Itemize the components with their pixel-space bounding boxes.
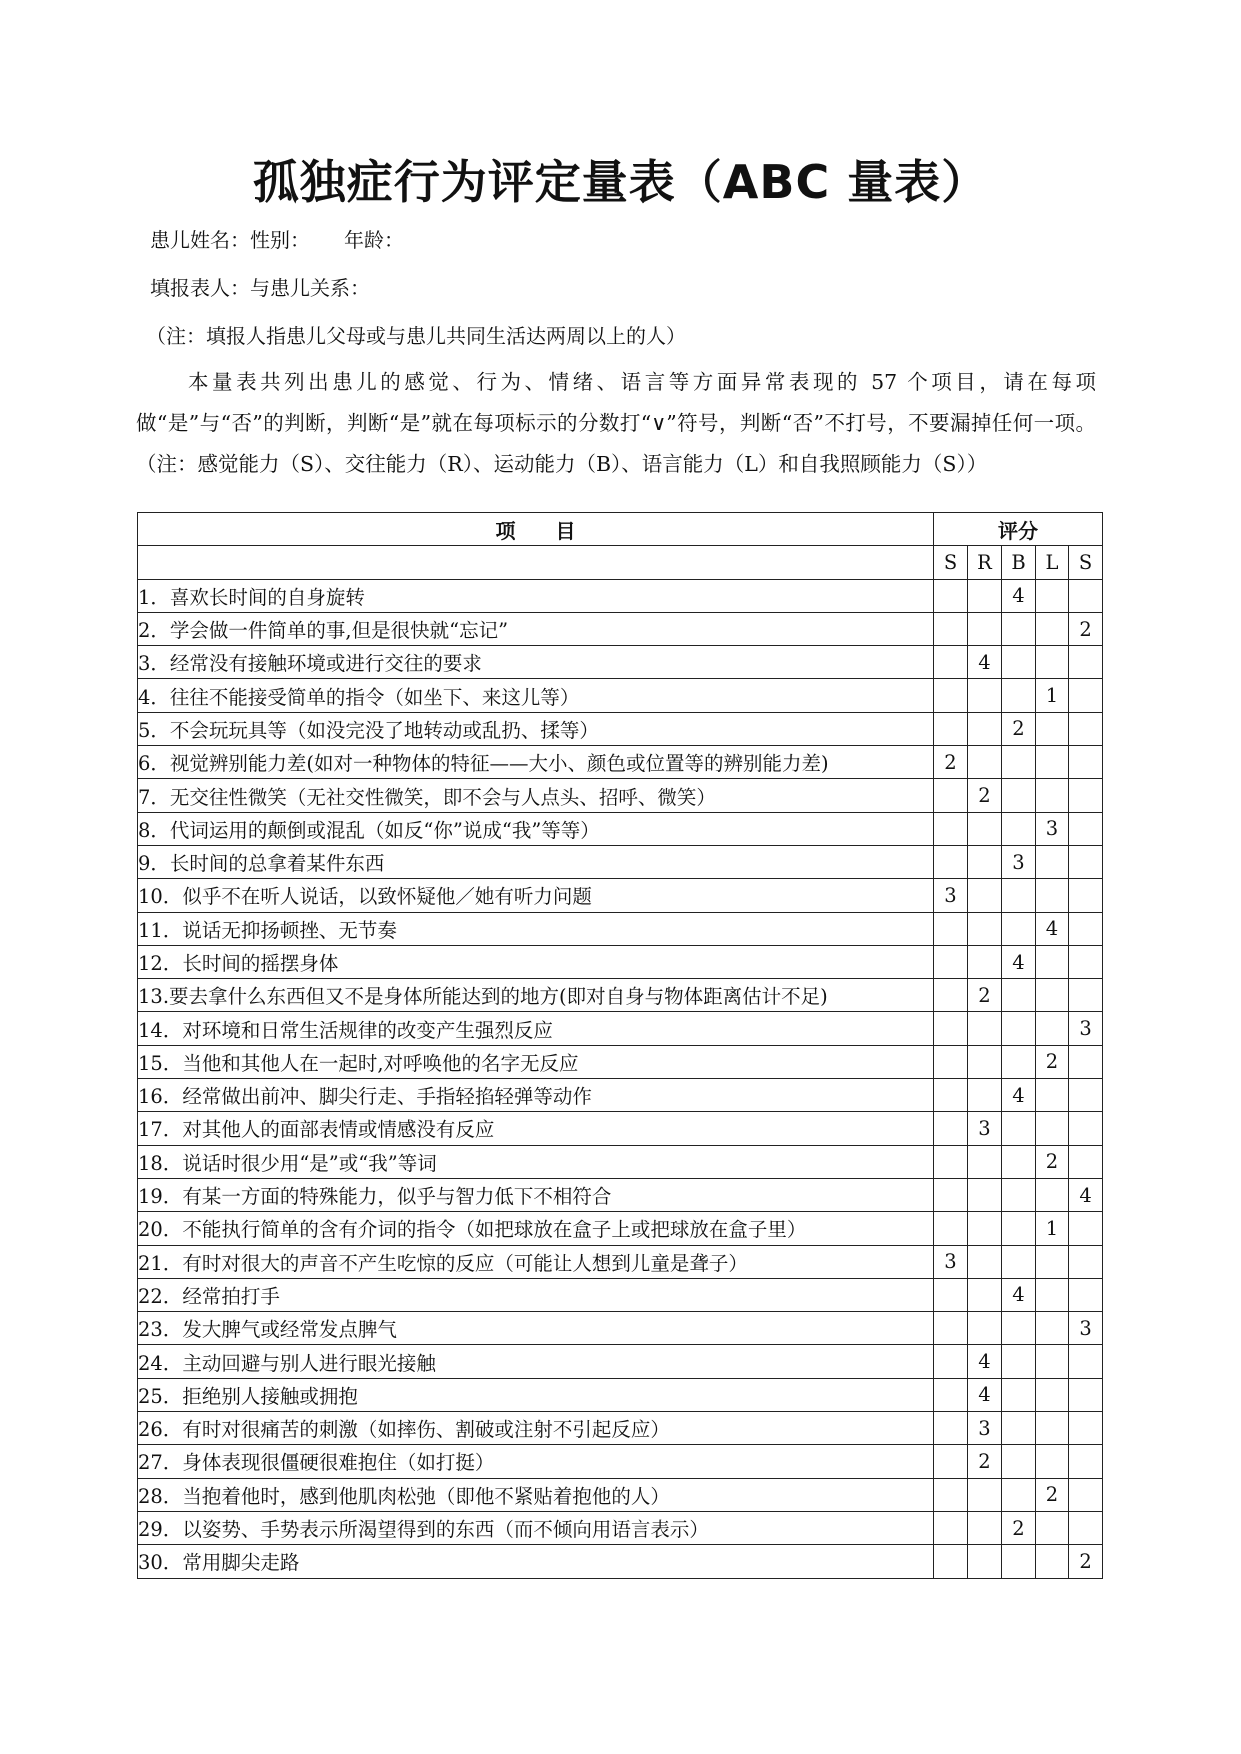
score-cell[interactable] bbox=[1069, 1079, 1103, 1112]
score-cell[interactable]: 2 bbox=[968, 979, 1002, 1012]
item-text: 2．学会做一件简单的事,但是很快就“忘记” bbox=[138, 612, 934, 645]
score-cell[interactable] bbox=[1002, 1045, 1036, 1078]
table-row bbox=[138, 1312, 1103, 1345]
score-cell[interactable] bbox=[1069, 1212, 1103, 1245]
score-cell[interactable]: 3 bbox=[934, 879, 968, 912]
table-row bbox=[138, 1511, 1103, 1544]
score-cell[interactable] bbox=[968, 1545, 1002, 1578]
score-cell[interactable] bbox=[968, 1212, 1002, 1245]
table-row bbox=[138, 1378, 1103, 1411]
score-cell[interactable] bbox=[934, 1278, 968, 1311]
score-cell[interactable] bbox=[968, 1511, 1002, 1544]
score-cell[interactable]: 4 bbox=[1002, 1278, 1036, 1311]
table-row bbox=[138, 1478, 1103, 1511]
score-cell[interactable] bbox=[968, 879, 1002, 912]
score-cell[interactable] bbox=[1002, 679, 1036, 712]
score-cell[interactable] bbox=[934, 779, 968, 812]
score-cell[interactable] bbox=[1002, 1478, 1036, 1511]
score-cell[interactable] bbox=[934, 579, 968, 612]
item-text: 8．代词运用的颠倒或混乱（如反“你”说成“我”等等） bbox=[138, 812, 934, 845]
score-cell[interactable] bbox=[934, 845, 968, 878]
score-cell[interactable]: 4 bbox=[968, 646, 1002, 679]
table-row bbox=[138, 1345, 1103, 1378]
table-row bbox=[138, 1012, 1103, 1045]
table-row bbox=[138, 879, 1103, 912]
child-name-label: 患儿姓名： bbox=[150, 228, 250, 252]
score-cell[interactable] bbox=[968, 1012, 1002, 1045]
score-cell[interactable] bbox=[1002, 1212, 1036, 1245]
score-cell[interactable]: 2 bbox=[1002, 1511, 1036, 1544]
item-text: 12．长时间的摇摆身体 bbox=[138, 945, 934, 978]
score-cell[interactable] bbox=[934, 945, 968, 978]
score-cell[interactable] bbox=[1069, 912, 1103, 945]
score-cell[interactable] bbox=[968, 1145, 1002, 1178]
score-cell[interactable] bbox=[968, 1079, 1002, 1112]
score-cell[interactable] bbox=[1002, 912, 1036, 945]
item-text: 22．经常拍打手 bbox=[138, 1278, 934, 1311]
item-text: 20．不能执行简单的含有介词的指令（如把球放在盒子上或把球放在盒子里） bbox=[138, 1212, 934, 1245]
column-l-language: L bbox=[1036, 546, 1069, 579]
score-cell[interactable] bbox=[1069, 1045, 1103, 1078]
score-cell[interactable] bbox=[968, 1245, 1002, 1278]
score-cell[interactable] bbox=[1036, 1511, 1069, 1544]
score-cell[interactable] bbox=[968, 912, 1002, 945]
table-row bbox=[138, 812, 1103, 845]
score-cell[interactable] bbox=[934, 1112, 968, 1145]
table-row bbox=[138, 1245, 1103, 1278]
item-text: 27．身体表现很僵硬很难抱住（如打挺） bbox=[138, 1445, 934, 1478]
score-cell[interactable] bbox=[1002, 1345, 1036, 1378]
item-text: 21．有时对很大的声音不产生吃惊的反应（可能让人想到儿童是聋子） bbox=[138, 1245, 934, 1278]
score-cell[interactable] bbox=[934, 1478, 968, 1511]
item-text: 25．拒绝别人接触或拥抱 bbox=[138, 1378, 934, 1411]
score-cell[interactable] bbox=[934, 912, 968, 945]
table-row bbox=[138, 1278, 1103, 1311]
score-cell[interactable] bbox=[934, 679, 968, 712]
score-cell[interactable] bbox=[1069, 1112, 1103, 1145]
score-cell[interactable] bbox=[1036, 712, 1069, 745]
filler-label: 填报表人： bbox=[150, 276, 250, 300]
score-cell[interactable]: 1 bbox=[1036, 1212, 1069, 1245]
score-cell[interactable] bbox=[1036, 1412, 1069, 1445]
score-cell[interactable] bbox=[1036, 1345, 1069, 1378]
score-cell[interactable] bbox=[1036, 1545, 1069, 1578]
score-cell[interactable]: 2 bbox=[968, 779, 1002, 812]
score-cell[interactable] bbox=[1002, 1545, 1036, 1578]
table-row bbox=[138, 945, 1103, 978]
score-cell[interactable] bbox=[1069, 1412, 1103, 1445]
item-text: 3．经常没有接触环境或进行交往的要求 bbox=[138, 646, 934, 679]
score-cell[interactable] bbox=[1036, 845, 1069, 878]
score-cell[interactable] bbox=[1069, 1511, 1103, 1544]
score-cell[interactable] bbox=[934, 1378, 968, 1411]
score-cell[interactable] bbox=[934, 646, 968, 679]
score-cell[interactable] bbox=[1036, 779, 1069, 812]
score-cell[interactable] bbox=[968, 845, 1002, 878]
score-cell[interactable] bbox=[934, 712, 968, 745]
score-cell[interactable] bbox=[1036, 1245, 1069, 1278]
score-cell[interactable] bbox=[1036, 646, 1069, 679]
score-cell[interactable] bbox=[968, 1045, 1002, 1078]
item-text: 19．有某一方面的特殊能力，似乎与智力低下不相符合 bbox=[138, 1178, 934, 1211]
score-table bbox=[137, 512, 1103, 1579]
score-cell[interactable]: 3 bbox=[968, 1412, 1002, 1445]
table-body bbox=[138, 579, 1103, 1578]
score-cell[interactable] bbox=[968, 812, 1002, 845]
table-row bbox=[138, 646, 1103, 679]
child-info-line bbox=[150, 226, 404, 254]
column-r-social: R bbox=[968, 546, 1002, 579]
table-row bbox=[138, 1178, 1103, 1211]
item-text: 24．主动回避与别人进行眼光接触 bbox=[138, 1345, 934, 1378]
score-cell[interactable] bbox=[1002, 1412, 1036, 1445]
sex-label: 性别： bbox=[250, 228, 310, 252]
score-cell[interactable] bbox=[1002, 1112, 1036, 1145]
score-cell[interactable] bbox=[934, 612, 968, 645]
item-text: 9．长时间的总拿着某件东西 bbox=[138, 845, 934, 878]
score-cell[interactable] bbox=[1069, 1245, 1103, 1278]
score-cell[interactable]: 2 bbox=[1036, 1045, 1069, 1078]
score-cell[interactable] bbox=[934, 812, 968, 845]
score-cell[interactable] bbox=[968, 679, 1002, 712]
table-row bbox=[138, 679, 1103, 712]
score-cell[interactable]: 3 bbox=[1069, 1012, 1103, 1045]
score-cell[interactable]: 4 bbox=[1036, 912, 1069, 945]
item-text: 28．当抱着他时，感到他肌肉松弛（即他不紧贴着抱他的人） bbox=[138, 1478, 934, 1511]
score-cell[interactable]: 2 bbox=[1036, 1478, 1069, 1511]
score-cell[interactable] bbox=[1002, 812, 1036, 845]
item-text: 10．似乎不在听人说话，以致怀疑他／她有听力问题 bbox=[138, 879, 934, 912]
score-cell[interactable] bbox=[1069, 579, 1103, 612]
score-cell[interactable] bbox=[1002, 1012, 1036, 1045]
score-cell[interactable] bbox=[1036, 746, 1069, 779]
score-cell[interactable] bbox=[968, 1278, 1002, 1311]
table-row bbox=[138, 1045, 1103, 1078]
item-text: 7．无交往性微笑（无社交性微笑，即不会与人点头、招呼、微笑） bbox=[138, 779, 934, 812]
table-row bbox=[138, 1145, 1103, 1178]
score-cell[interactable] bbox=[1002, 1378, 1036, 1411]
item-text: 29．以姿势、手势表示所渴望得到的东西（而不倾向用语言表示） bbox=[138, 1511, 934, 1544]
score-cell[interactable] bbox=[934, 1212, 968, 1245]
score-cell[interactable] bbox=[1036, 579, 1069, 612]
score-cell[interactable] bbox=[1036, 1178, 1069, 1211]
score-cell[interactable] bbox=[934, 979, 968, 1012]
score-cell[interactable]: 3 bbox=[1069, 1312, 1103, 1345]
item-text: 26．有时对很痛苦的刺激（如摔伤、割破或注射不引起反应） bbox=[138, 1412, 934, 1445]
score-cell[interactable] bbox=[1036, 979, 1069, 1012]
score-cell[interactable] bbox=[1069, 746, 1103, 779]
table-row bbox=[138, 1212, 1103, 1245]
score-cell[interactable] bbox=[1036, 945, 1069, 978]
score-cell[interactable] bbox=[934, 1145, 968, 1178]
table-row bbox=[138, 1445, 1103, 1478]
score-cell[interactable] bbox=[1069, 1345, 1103, 1378]
score-cell[interactable] bbox=[1069, 712, 1103, 745]
table-row bbox=[138, 746, 1103, 779]
score-cell[interactable] bbox=[968, 1478, 1002, 1511]
score-cell[interactable]: 4 bbox=[1002, 945, 1036, 978]
score-cell[interactable]: 4 bbox=[1002, 579, 1036, 612]
column-s-sensory: S bbox=[934, 546, 968, 579]
score-cell[interactable]: 4 bbox=[968, 1378, 1002, 1411]
score-cell[interactable] bbox=[1069, 879, 1103, 912]
item-text: 18．说话时很少用“是”或“我”等词 bbox=[138, 1145, 934, 1178]
score-cell[interactable] bbox=[934, 1079, 968, 1112]
table-row bbox=[138, 979, 1103, 1012]
item-text: 11．说话无抑扬顿挫、无节奏 bbox=[138, 912, 934, 945]
score-cell[interactable]: 3 bbox=[1036, 812, 1069, 845]
table-row bbox=[138, 1545, 1103, 1578]
table-row bbox=[138, 612, 1103, 645]
score-cell[interactable] bbox=[1069, 1278, 1103, 1311]
score-cell[interactable] bbox=[1002, 1445, 1036, 1478]
column-b-motor: B bbox=[1002, 546, 1036, 579]
score-cell[interactable] bbox=[1036, 1445, 1069, 1478]
score-cell[interactable]: 2 bbox=[1069, 1545, 1103, 1578]
item-text: 23．发大脾气或经常发点脾气 bbox=[138, 1312, 934, 1345]
score-cell[interactable] bbox=[1069, 812, 1103, 845]
table-row bbox=[138, 1079, 1103, 1112]
score-cell[interactable] bbox=[968, 746, 1002, 779]
score-cell[interactable] bbox=[968, 1312, 1002, 1345]
table-row bbox=[138, 1412, 1103, 1445]
score-cell[interactable] bbox=[934, 1345, 968, 1378]
filler-note: （注：填报人指患儿父母或与患儿共同生活达两周以上的人） bbox=[146, 324, 686, 348]
item-text: 15．当他和其他人在一起时,对呼唤他的名字无反应 bbox=[138, 1045, 934, 1078]
score-cell[interactable] bbox=[1002, 879, 1036, 912]
score-cell[interactable]: 4 bbox=[968, 1345, 1002, 1378]
item-text: 30．常用脚尖走路 bbox=[138, 1545, 934, 1578]
score-cell[interactable] bbox=[934, 1178, 968, 1211]
score-cell[interactable] bbox=[1069, 979, 1103, 1012]
score-cell[interactable] bbox=[1002, 1312, 1036, 1345]
score-cell[interactable]: 2 bbox=[934, 746, 968, 779]
score-cell[interactable] bbox=[1036, 1079, 1069, 1112]
score-cell[interactable]: 3 bbox=[934, 1245, 968, 1278]
score-cell[interactable] bbox=[1036, 1012, 1069, 1045]
item-text: 6．视觉辨别能力差(如对一种物体的特征——大小、颜色或位置等的辨别能力差) bbox=[138, 746, 934, 779]
score-cell[interactable] bbox=[1002, 612, 1036, 645]
score-cell[interactable] bbox=[934, 1412, 968, 1445]
score-cell[interactable] bbox=[934, 1312, 968, 1345]
score-cell[interactable] bbox=[1036, 1278, 1069, 1311]
item-text: 16．经常做出前冲、脚尖行走、手指轻掐轻弹等动作 bbox=[138, 1079, 934, 1112]
table-row bbox=[138, 779, 1103, 812]
score-cell[interactable] bbox=[1069, 1478, 1103, 1511]
score-cell[interactable]: 1 bbox=[1036, 679, 1069, 712]
score-cell[interactable] bbox=[934, 1511, 968, 1544]
item-column-header: 项 目 bbox=[138, 513, 934, 546]
age-label: 年龄： bbox=[344, 228, 404, 252]
score-cell[interactable] bbox=[968, 1178, 1002, 1211]
score-cell[interactable] bbox=[968, 579, 1002, 612]
score-cell[interactable]: 3 bbox=[1002, 845, 1036, 878]
column-s-selfcare: S bbox=[1069, 546, 1103, 579]
score-cell[interactable] bbox=[1036, 612, 1069, 645]
score-cell[interactable] bbox=[1069, 646, 1103, 679]
score-cell[interactable] bbox=[1036, 1312, 1069, 1345]
table-row bbox=[138, 1112, 1103, 1145]
score-cell[interactable]: 2 bbox=[1069, 612, 1103, 645]
table-row bbox=[138, 712, 1103, 745]
relation-label: 与患儿关系： bbox=[250, 276, 370, 300]
item-text: 14．对环境和日常生活规律的改变产生强烈反应 bbox=[138, 1012, 934, 1045]
score-cell[interactable] bbox=[934, 1012, 968, 1045]
score-cell[interactable]: 4 bbox=[1069, 1178, 1103, 1211]
table-row bbox=[138, 912, 1103, 945]
score-cell[interactable] bbox=[1069, 945, 1103, 978]
score-cell[interactable] bbox=[1002, 746, 1036, 779]
score-cell[interactable] bbox=[1002, 779, 1036, 812]
score-cell[interactable] bbox=[1069, 1145, 1103, 1178]
score-cell[interactable] bbox=[1069, 845, 1103, 878]
score-cell[interactable] bbox=[968, 945, 1002, 978]
item-text: 13.要去拿什么东西但又不是身体所能达到的地方(即对自身与物体距离估计不足) bbox=[138, 979, 934, 1012]
score-cell[interactable] bbox=[934, 1045, 968, 1078]
table-row bbox=[138, 845, 1103, 878]
score-cell[interactable]: 4 bbox=[1002, 1079, 1036, 1112]
score-cell[interactable] bbox=[1002, 646, 1036, 679]
score-cell[interactable] bbox=[1069, 779, 1103, 812]
item-text: 17．对其他人的面部表情或情感没有反应 bbox=[138, 1112, 934, 1145]
score-cell[interactable] bbox=[934, 1445, 968, 1478]
score-cell[interactable] bbox=[968, 612, 1002, 645]
score-cell[interactable] bbox=[1069, 1445, 1103, 1478]
score-cell[interactable] bbox=[968, 712, 1002, 745]
score-cell[interactable] bbox=[1036, 879, 1069, 912]
score-cell[interactable] bbox=[1069, 1378, 1103, 1411]
score-cell[interactable]: 3 bbox=[968, 1112, 1002, 1145]
score-cell[interactable] bbox=[1002, 1178, 1036, 1211]
score-cell[interactable] bbox=[1002, 1245, 1036, 1278]
item-text: 5．不会玩玩具等（如没完没了地转动或乱扔、揉等） bbox=[138, 712, 934, 745]
score-cell[interactable] bbox=[934, 1545, 968, 1578]
score-cell[interactable]: 2 bbox=[1036, 1145, 1069, 1178]
page-title: 孤独症行为评定量表（ABC 量表） bbox=[252, 155, 989, 209]
score-cell[interactable] bbox=[1069, 679, 1103, 712]
item-text: 4．往往不能接受简单的指令（如坐下、来这儿等） bbox=[138, 679, 934, 712]
score-cell[interactable] bbox=[1036, 1378, 1069, 1411]
item-text: 1．喜欢长时间的自身旋转 bbox=[138, 579, 934, 612]
score-cell[interactable] bbox=[1036, 1112, 1069, 1145]
score-column-header: 评分 bbox=[934, 513, 1103, 546]
header-blank-cell bbox=[138, 546, 934, 579]
table-row bbox=[138, 579, 1103, 612]
instructions-paragraph: 本量表共列出患儿的感觉、行为、情绪、语言等方面异常表现的 57 个项目，请在每项做“是”与“否”的判断，判断“是”就在每项标示的分数打“∨”符号，判断“否”不打号，不要漏掉任何一项。（注：感觉能力（S）、交往能力（R）、运动能力（B）、语言能力（L）和自我照顾能力（S）） bbox=[136, 370, 1096, 476]
score-cell[interactable]: 2 bbox=[968, 1445, 1002, 1478]
score-cell[interactable]: 2 bbox=[1002, 712, 1036, 745]
score-cell[interactable] bbox=[1002, 979, 1036, 1012]
filler-info-line bbox=[150, 274, 370, 302]
score-cell[interactable] bbox=[1002, 1145, 1036, 1178]
